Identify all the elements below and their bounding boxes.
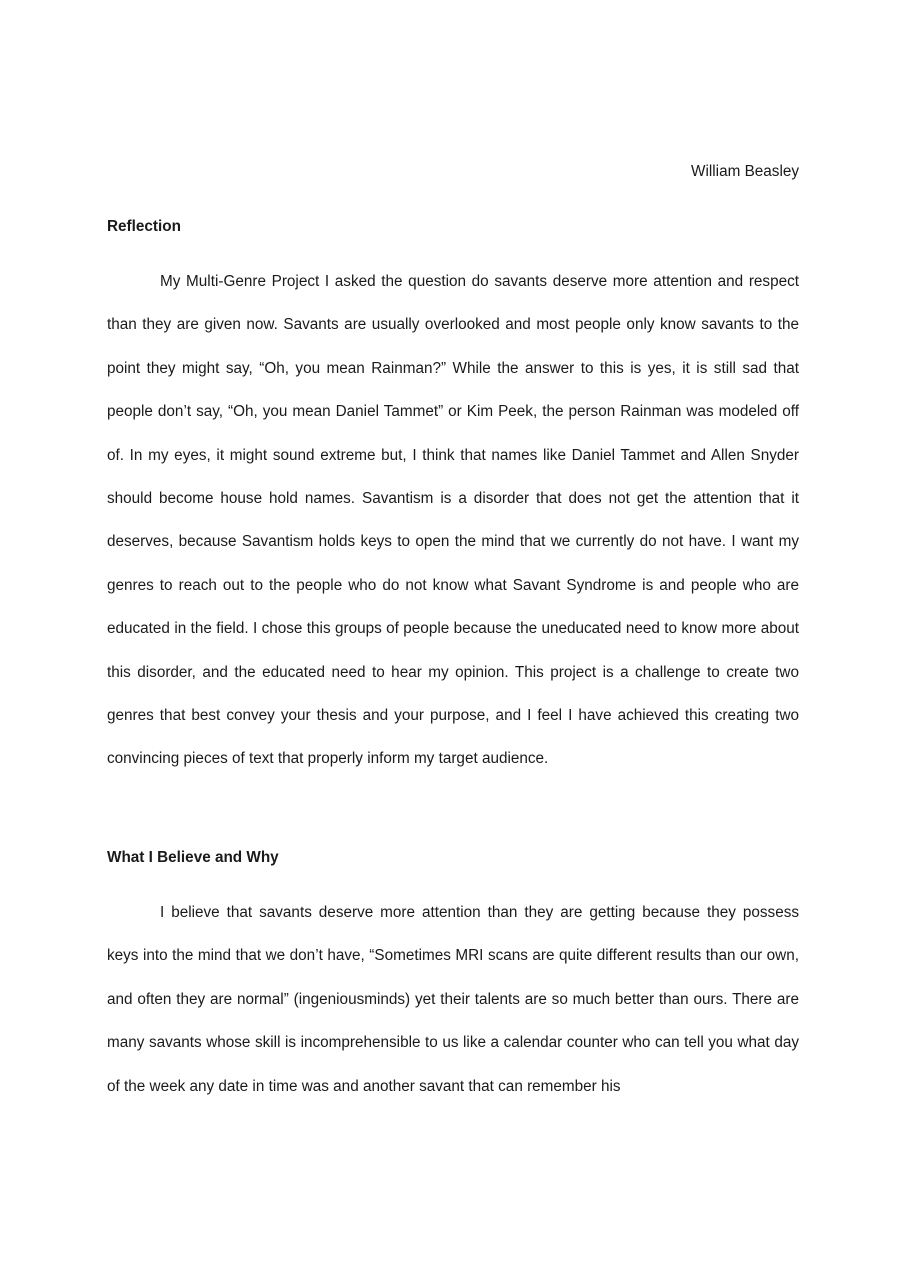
section-heading-reflection: Reflection [107, 218, 181, 235]
author-name: William Beasley [691, 163, 799, 180]
what-i-believe-paragraph: I believe that savants deserve more attention than they are getting because they possess keys into the mind that we don’t have, “Sometimes MRI scans are quite different results than our own, and often they are normal” (ingeniousminds) yet their talents are so much better than ours. There are many savants whose skill is incomprehensible to us like a calendar counter who can tell you what day of the week any date in time was and another savant that can remember his [107, 904, 799, 1095]
reflection-paragraph: My Multi-Genre Project I asked the question do savants deserve more attention and respect than they are given now. Savants are usually overlooked and most people only know savants to the point they might say, “Oh, you mean Rainman?” While the answer to this is yes, it is still sad that people don’t say, “Oh, you mean Daniel Tammet” or Kim Peek, the person Rainman was modeled off of. In my eyes, it might sound extreme but, I think that names like Daniel Tammet and Allen Snyder should become house hold names. Savantism is a disorder that does not get the attention that it deserves, because Savantism holds keys to open the mind that we currently do not have. I want my genres to reach out to the people who do not know what Savant Syndrome is and people who are educated in the field. I chose this groups of people because the uneducated need to know more about this disorder, and the educated need to hear my opinion. This project is a challenge to create two genres that best convey your thesis and your purpose, and I feel I have achieved this creating two convincing pieces of text that properly inform my target audience. [107, 273, 799, 768]
section-heading-what-i-believe: What I Believe and Why [107, 849, 279, 866]
